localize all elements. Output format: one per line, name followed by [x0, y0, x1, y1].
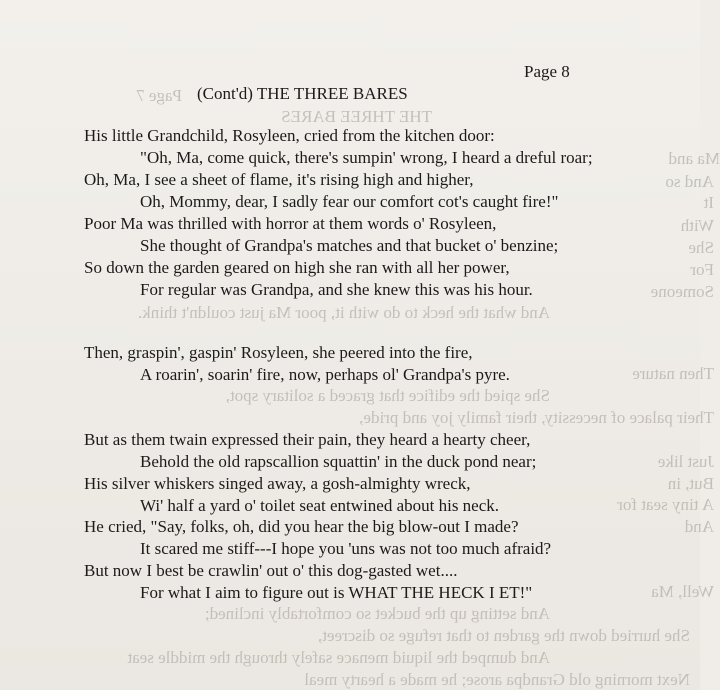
poem-line: She thought of Grandpa's matches and that bucket o' benzine;	[140, 236, 559, 255]
bleed-line: And so	[665, 172, 714, 191]
bleed-line: Their palace of necessity, their family joy and pride,	[359, 408, 714, 427]
poem-line: Behold the old rapscallion squattin' in the duck pond near;	[140, 452, 537, 471]
bleed-line: Ma and	[668, 149, 720, 168]
poem-line: Then, graspin', gaspin' Rosyleen, she peered into the fire,	[84, 343, 473, 362]
page-title: (Cont'd) THE THREE BARES	[197, 84, 408, 103]
poem-line: "Oh, Ma, come quick, there's sumpin' wrong, I heard a dreful roar;	[140, 148, 593, 167]
bleed-line: And dumped the liquid menace safely through the middle seat	[127, 648, 550, 667]
poem-line: But as them twain expressed their pain, they heard a hearty cheer,	[84, 430, 531, 449]
poem-line: His little Grandchild, Rosyleen, cried from the kitchen door:	[84, 126, 495, 145]
page-number: Page 8	[524, 62, 570, 81]
poem-line: Oh, Mommy, dear, I sadly fear our comfort cot's caught fire!"	[140, 192, 559, 211]
bleed-line: Then nature	[632, 364, 714, 383]
bleed-line: Just like	[657, 452, 714, 471]
bleed-line: Next morning old Grandpa arose; he made a hearty meal	[304, 670, 690, 689]
poem-line: For what I aim to figure out is WHAT THE HECK I ET!"	[140, 583, 533, 602]
bleed-line: She hurried down the garden to that refuge so discreet,	[318, 626, 690, 645]
poem-line: Wi' half a yard o' toilet seat entwined about his neck.	[140, 496, 500, 515]
poem-line: Oh, Ma, I see a sheet of flame, it's rising high and higher,	[84, 170, 474, 189]
poem-line: His silver whiskers singed away, a gosh-almighty wreck,	[84, 474, 471, 493]
bleed-line: And setting up the bucket so comfortably inclined;	[204, 604, 550, 623]
poem-line: Poor Ma was thrilled with horror at them words o' Rosyleen,	[84, 214, 497, 233]
poem-line: But now I best be crawlin' out o' this dog-gasted wet....	[84, 561, 458, 580]
poem-line: For regular was Grandpa, and she knew this was his hour.	[140, 280, 533, 299]
poem-line: A roarin', soarin' fire, now, perhaps ol' Grandpa's pyre.	[140, 365, 510, 384]
poem-line: He cried, "Say, folks, oh, did you hear the big blow-out I made?	[84, 517, 519, 536]
bleed-line: For	[690, 260, 714, 279]
bleed-line: A tiny seat for	[617, 495, 714, 514]
bleed-line: It	[703, 193, 714, 212]
poem-line: It scared me stiff---I hope you 'uns was not too much afraid?	[140, 539, 552, 558]
bleed-line: And what the heck to do with it, poor Ma just couldn't think.	[138, 303, 550, 322]
bleed-line: THE THREE BARES	[281, 107, 432, 126]
bleed-line: Someone	[650, 282, 714, 301]
bleed-line: Page 7	[136, 86, 182, 105]
bleed-line: Well, Ma	[651, 582, 714, 601]
bleed-line: But, in	[667, 474, 714, 493]
bleed-line: And	[684, 517, 714, 536]
poem-line: So down the garden geared on high she ran with all her power,	[84, 258, 510, 277]
bleed-line: With	[680, 216, 714, 235]
bleed-line: She	[688, 238, 714, 257]
bleed-line: She spied the edifice that graced a solitary spot,	[225, 386, 550, 405]
